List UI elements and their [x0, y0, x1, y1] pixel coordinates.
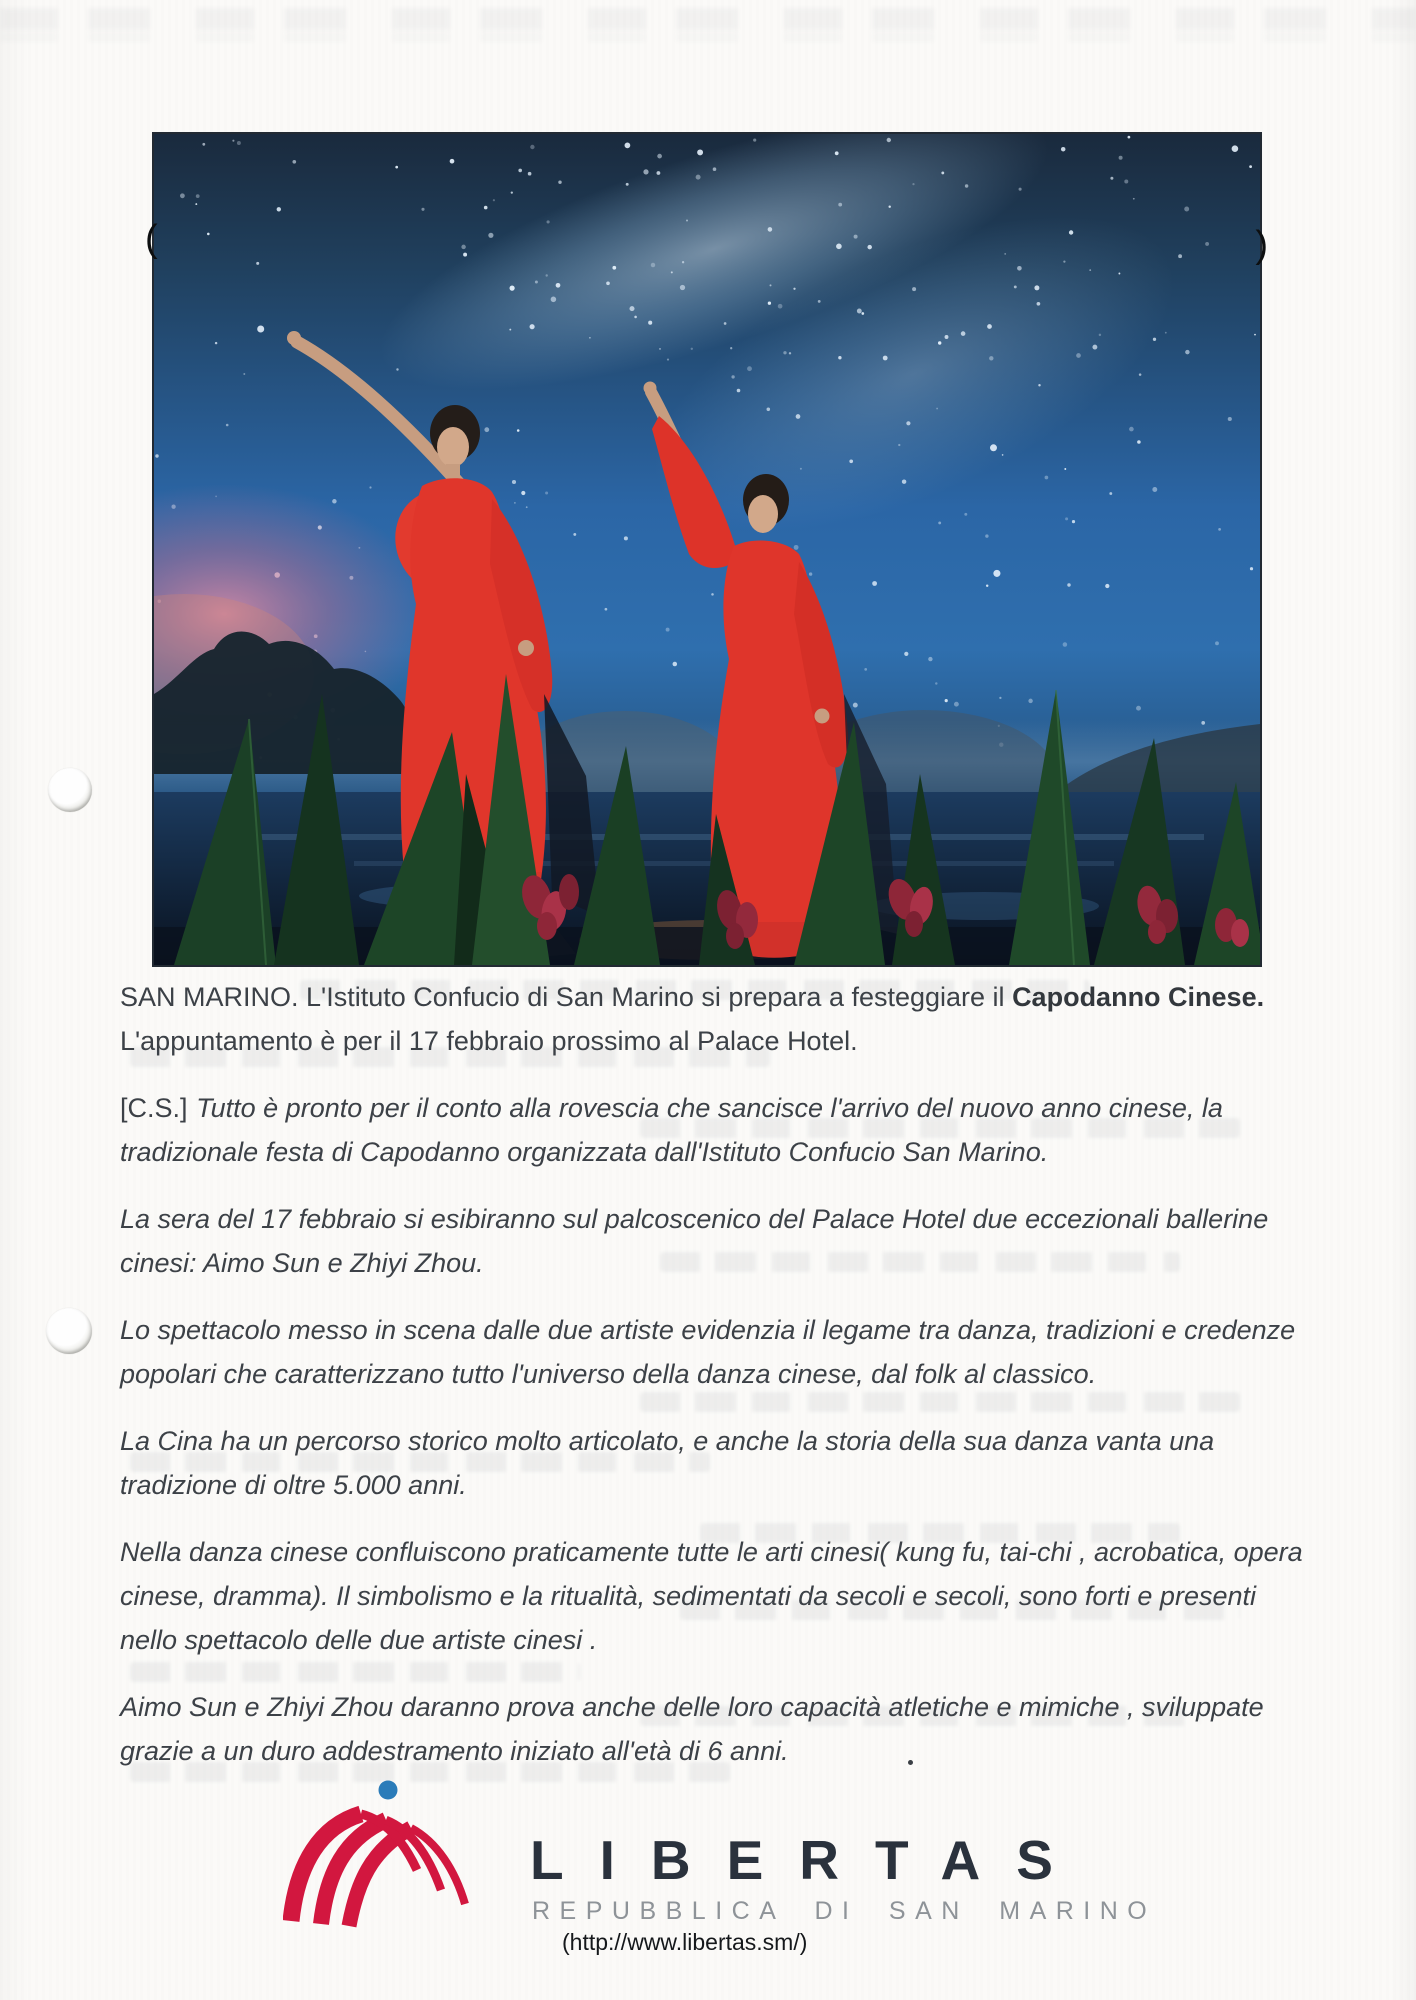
photo-caption-paren-left: (: [145, 218, 158, 260]
libertas-logo-icon: [283, 1778, 488, 1928]
paragraph-cs: [120, 1086, 1306, 1174]
logo-url-link[interactable]: (http://www.libertas.sm/): [562, 1929, 808, 1955]
lead-bold: Capodanno Cinese.: [1012, 982, 1265, 1012]
paragraph: [120, 1308, 1306, 1396]
article-body: [120, 975, 1306, 1796]
lead-text: SAN MARINO. L'Istituto Confucio di San Marino si prepara a festeggiare il: [120, 982, 1013, 1012]
lead-text-end: L'appuntamento è per il 17 febbraio prossimo al Palace Hotel.: [120, 1026, 858, 1056]
logo-subtitle: REPUBBLICA DI SAN MARINO: [532, 1897, 1157, 1925]
hole-punch: [48, 768, 92, 812]
scan-artifact-top: [0, 32, 1416, 42]
paragraph-lead: [120, 975, 1306, 1063]
paragraph-text: Nella danza cinese confluiscono praticamente tutte le arti cinesi( kung fu, tai-chi , acrobatica, opera cinese, dramma). Il simbolismo e la ritualità, sedimentati da secoli e secoli, sono forti e presenti nello spettacolo delle due artiste cinesi .: [120, 1537, 1303, 1655]
paragraph: [120, 1419, 1306, 1507]
paragraph: [120, 1685, 1306, 1773]
paragraph: [120, 1197, 1306, 1285]
paragraph-text: Tutto è pronto per il conto alla rovescia che sancisce l'arrivo del nuovo anno cinese, la tradizionale festa di Capodanno organizzata dall'Istituto Confucio San Marino.: [120, 1093, 1223, 1167]
paragraph-text: Lo spettacolo messo in scena dalle due artiste evidenzia il legame tra danza, tradizioni e credenze popolari che caratterizzano tutto l'universo della danza cinese, dal folk al classico.: [120, 1315, 1296, 1389]
paragraph-text: La Cina ha un percorso storico molto articolato, e anche la storia della sua danza vanta una tradizione di oltre 5.000 anni.: [120, 1426, 1215, 1500]
scan-artifact-top: [0, 8, 1416, 30]
photo-scene: [154, 134, 1260, 965]
logo-red-arcs: [291, 1814, 465, 1926]
paragraph-text: Aimo Sun e Zhiyi Zhou daranno prova anche delle loro capacità atletiche e mimiche , sviluppate grazie a un duro addestramento iniziato all'età di 6 anni.: [120, 1692, 1264, 1766]
article-photo: [145, 132, 1268, 967]
photo-caption-paren-right: ): [1255, 224, 1268, 266]
paragraph: [120, 1530, 1306, 1662]
logo-wordmark: LIBERTAS: [530, 1829, 1089, 1891]
press-release-tag: [C.S.]: [120, 1093, 188, 1123]
paragraph-text: La sera del 17 febbraio si esibiranno sul palcoscenico del Palace Hotel due eccezionali ballerine cinesi: Aimo Sun e Zhiyi Zhou.: [120, 1204, 1269, 1278]
hole-punch: [46, 1308, 92, 1354]
